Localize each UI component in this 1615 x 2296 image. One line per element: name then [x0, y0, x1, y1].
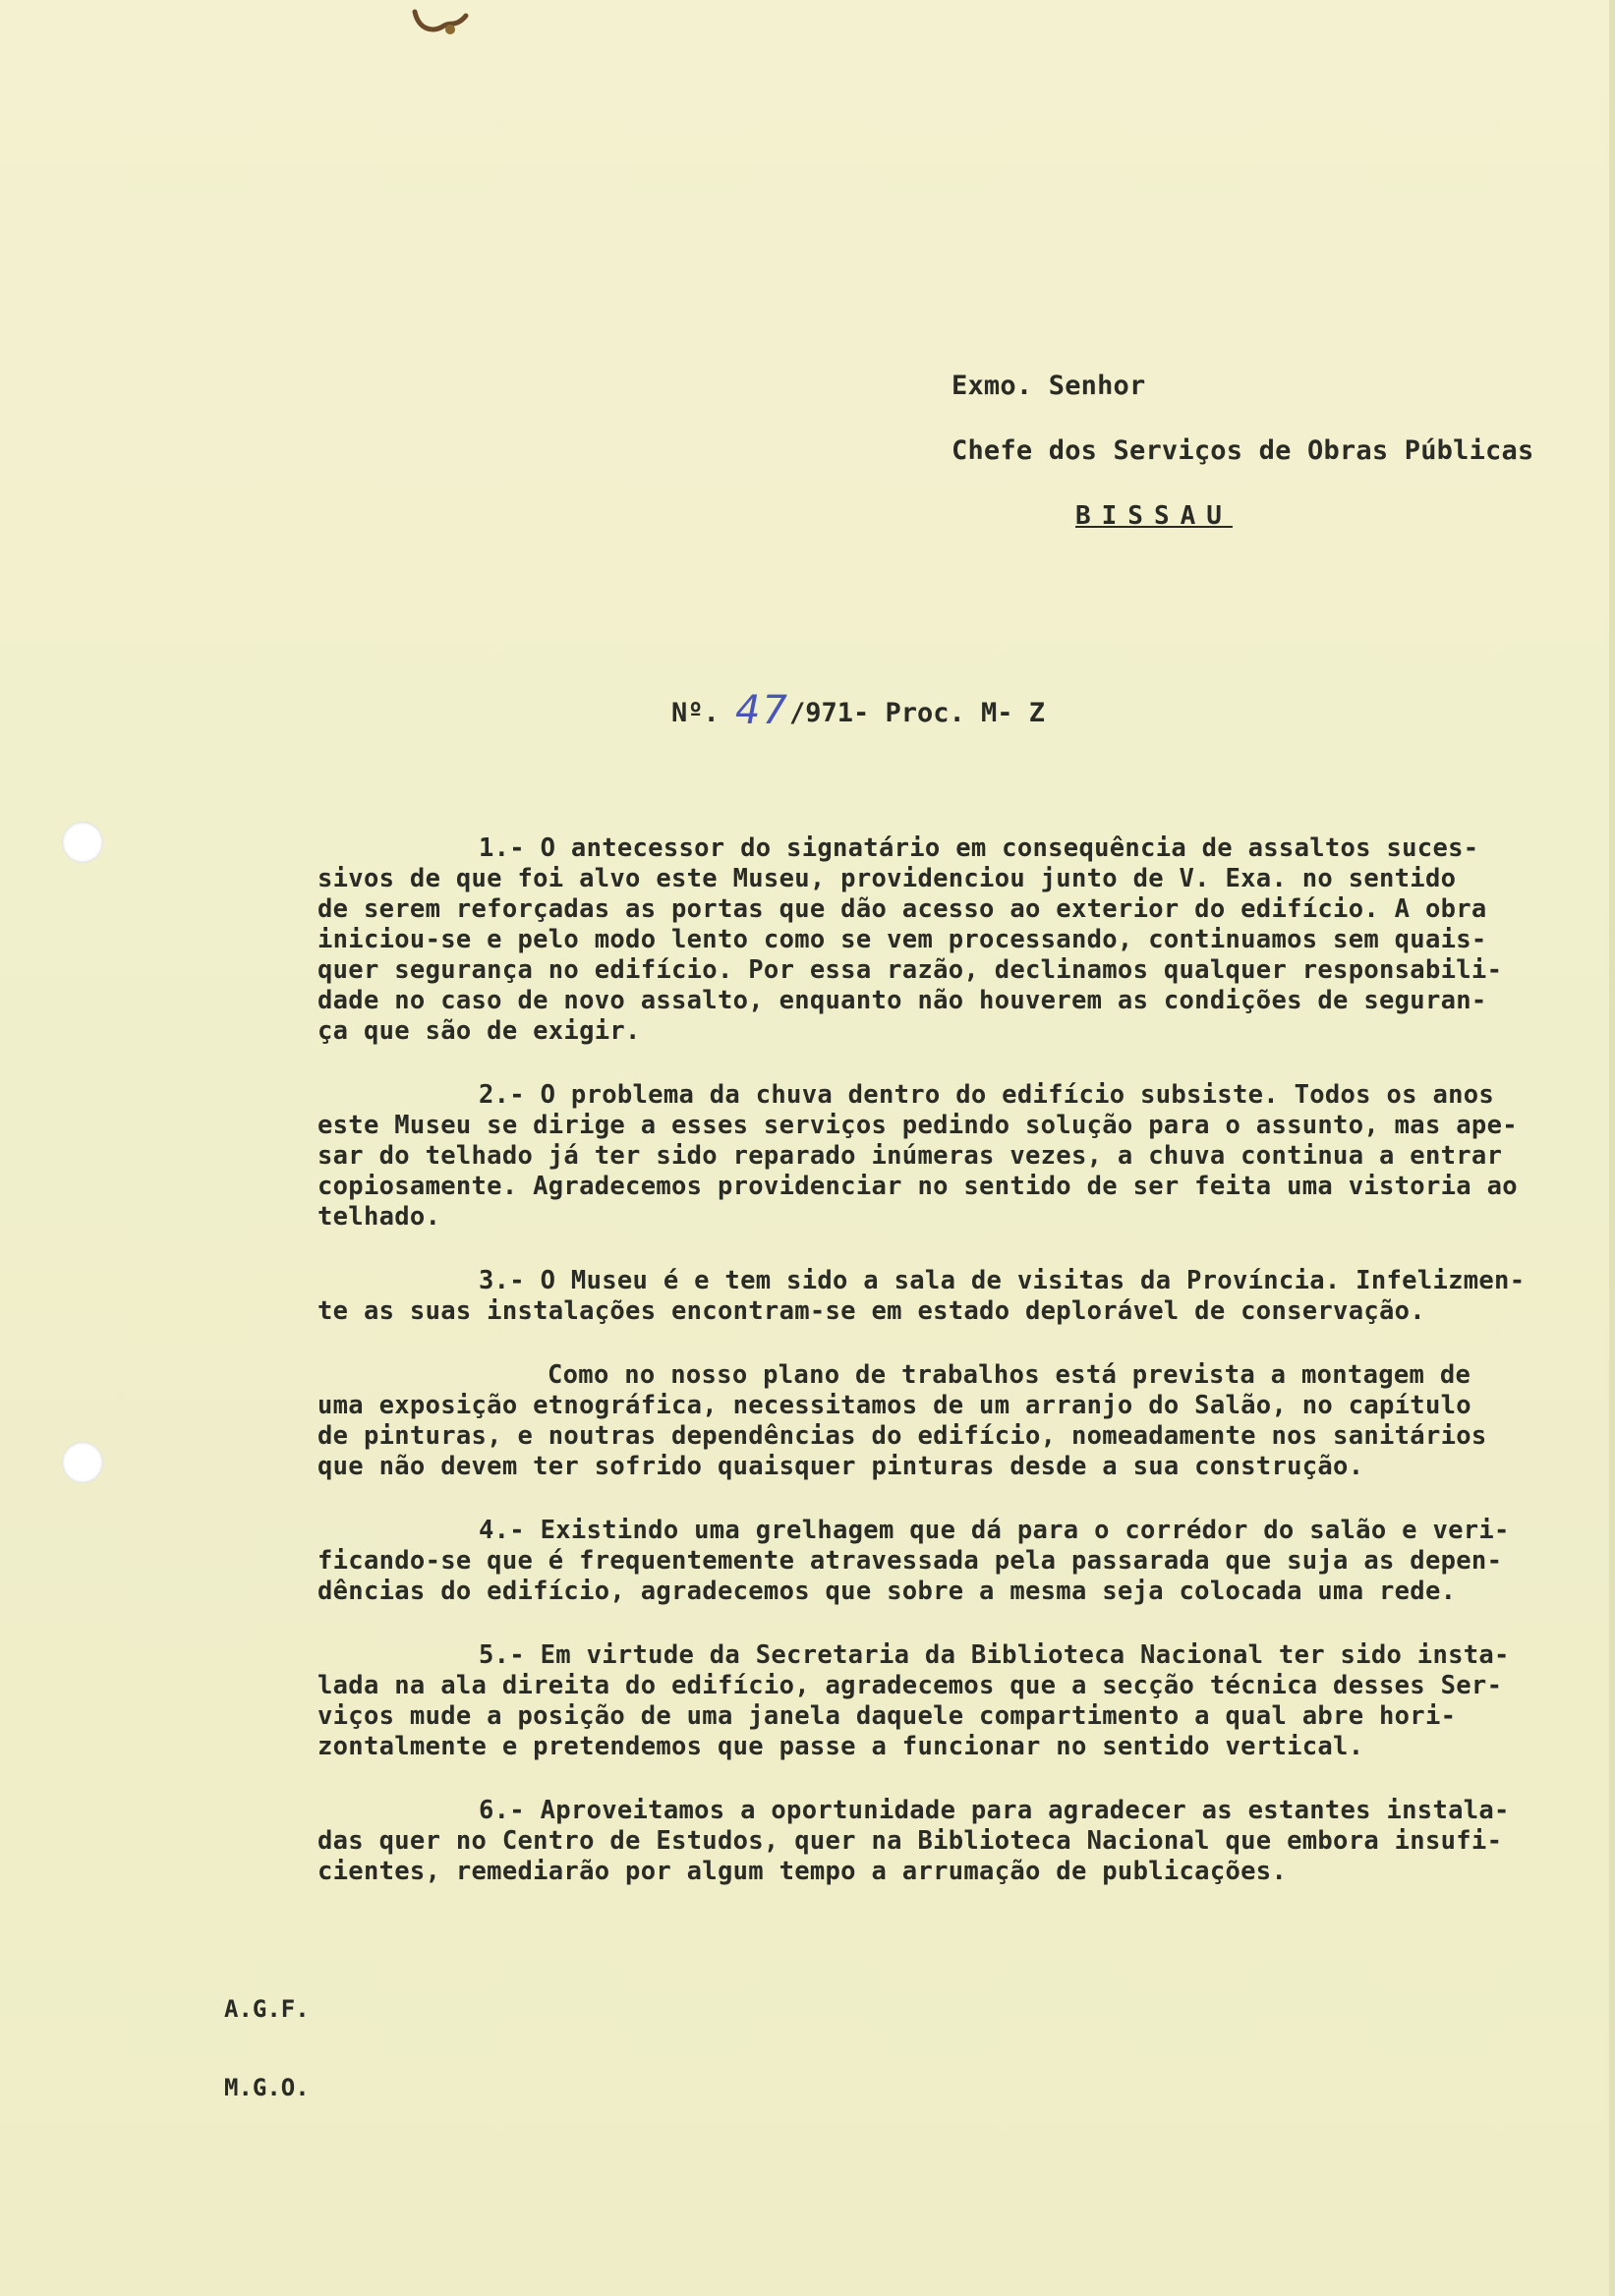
text-line: copiosamente. Agradecemos providenciar no sentido de ser feita uma vistoria ao: [317, 1172, 1518, 1201]
paper-edge: [1609, 0, 1615, 2296]
text-line: quer segurança no edifício. Por essa razão, declinamos qualquer responsabili-: [317, 955, 1503, 985]
reference-prefix: Nº.: [671, 698, 720, 728]
text-line: de serem reforçadas as portas que dão acesso ao exterior do edifício. A obra: [317, 894, 1487, 924]
text-line: ficando-se que é frequentemente atravessada pela passarada que suja as depen-: [317, 1546, 1503, 1576]
text-line: Como no nosso plano de trabalhos está prevista a montagem de: [548, 1360, 1471, 1390]
text-line: viços mude a posição de uma janela daquele compartimento a qual abre hori-: [317, 1701, 1457, 1731]
paragraph-1: [317, 833, 1595, 1047]
recipient-city: BISSAU: [1075, 501, 1233, 531]
handwritten-number: 47: [735, 688, 789, 733]
initials-author: A.G.F.: [224, 1995, 310, 2023]
salutation: Exmo. Senhor: [952, 371, 1146, 401]
punch-hole-bottom: [62, 1442, 103, 1483]
text-line: 4.- Existindo uma grelhagem que dá para o corrédor do salão e veri-: [479, 1516, 1510, 1545]
text-line: 2.- O problema da chuva dentro do edifício subsiste. Todos os anos: [479, 1080, 1495, 1110]
text-line: telhado.: [317, 1202, 441, 1232]
initials-typist: M.G.O.: [224, 2074, 310, 2101]
text-line: dências do edifício, agradecemos que sobre a mesma seja colocada uma rede.: [317, 1577, 1457, 1606]
text-line: uma exposição etnográfica, necessitamos de um arranjo do Salão, no capítulo: [317, 1391, 1471, 1420]
reference-number: [671, 688, 1045, 733]
text-line: que não devem ter sofrido quaisquer pinturas desde a sua construção.: [317, 1452, 1364, 1481]
text-line: 3.- O Museu é e tem sido a sala de visitas da Província. Infelizmen-: [479, 1266, 1526, 1295]
recipient-title: Chefe dos Serviços de Obras Públicas: [952, 435, 1534, 466]
paragraph-3-continuation: [317, 1360, 1595, 1482]
text-line: sivos de que foi alvo este Museu, providenciou junto de V. Exa. no sentido: [317, 864, 1457, 893]
text-line: este Museu se dirige a esses serviços pedindo solução para o assunto, mas ape-: [317, 1111, 1518, 1140]
text-line: de pinturas, e noutras dependências do edifício, nomeadamente nos sanitários: [317, 1421, 1487, 1451]
text-line: ça que são de exigir.: [317, 1016, 641, 1046]
paragraph-2: [317, 1080, 1595, 1233]
text-line: zontalmente e pretendemos que passe a funcionar no sentido vertical.: [317, 1732, 1364, 1761]
text-line: 6.- Aproveitamos a oportunidade para agradecer as estantes instala-: [479, 1796, 1510, 1825]
paragraph-4: [317, 1516, 1595, 1607]
text-line: te as suas instalações encontram-se em estado deplorável de conservação.: [317, 1296, 1425, 1326]
text-line: sar do telhado já ter sido reparado inúmeras vezes, a chuva continua a entrar: [317, 1141, 1503, 1171]
text-line: iniciou-se e pelo modo lento como se vem processando, continuamos sem quais-: [317, 925, 1487, 954]
addressee-block: [952, 354, 1581, 548]
punch-hole-top: [62, 822, 103, 863]
text-line: dade no caso de novo assalto, enquanto não houverem as condições de seguran-: [317, 986, 1487, 1015]
letter-body: [317, 833, 1595, 1921]
text-line: das quer no Centro de Estudos, quer na Biblioteca Nacional que embora insufi-: [317, 1826, 1503, 1856]
text-line: lada na ala direita do edifício, agradecemos que a secção técnica desses Ser-: [317, 1671, 1503, 1700]
reference-suffix: /971- Proc. M- Z: [788, 698, 1046, 728]
paragraph-6: [317, 1796, 1595, 1887]
text-line: 1.- O antecessor do signatário em consequência de assaltos suces-: [479, 833, 1479, 863]
paragraph-3: [317, 1266, 1595, 1327]
ink-stain-mark: [411, 8, 472, 37]
text-line: cientes, remediarão por algum tempo a arrumação de publicações.: [317, 1857, 1288, 1886]
paragraph-5: [317, 1640, 1595, 1762]
text-line: 5.- Em virtude da Secretaria da Biblioteca Nacional ter sido insta-: [479, 1640, 1510, 1670]
